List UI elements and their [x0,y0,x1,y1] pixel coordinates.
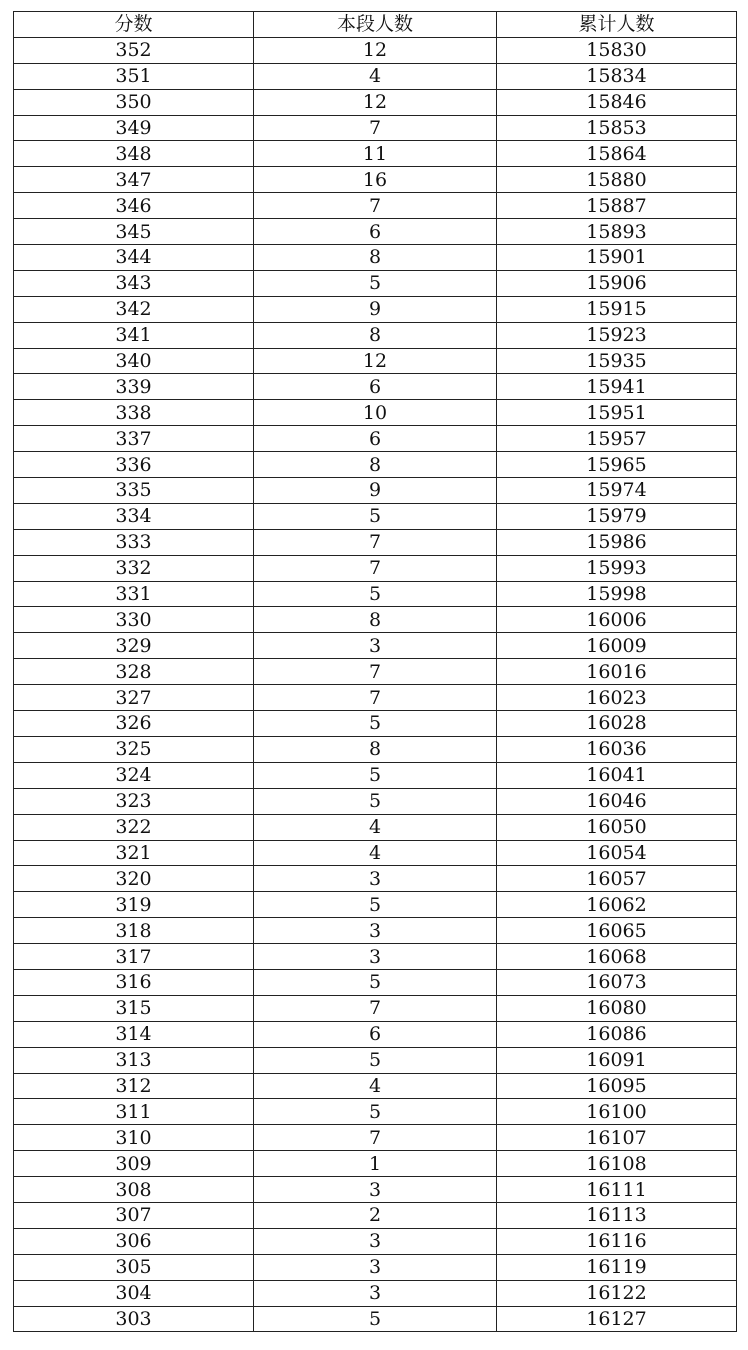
cell-cumulative-count: 16113 [497,1202,737,1228]
cell-score: 311 [14,1099,254,1125]
cell-segment-count: 3 [254,1254,497,1280]
table-row [14,1021,737,1047]
table-row [14,529,737,555]
table-row [14,1280,737,1306]
cell-score: 318 [14,918,254,944]
cell-score: 327 [14,685,254,711]
cell-segment-count: 4 [254,1073,497,1099]
cell-score: 350 [14,89,254,115]
table-row [14,659,737,685]
table-row [14,918,737,944]
cell-score: 310 [14,1125,254,1151]
cell-cumulative-count: 15915 [497,296,737,322]
table-row [14,762,737,788]
cell-score: 315 [14,995,254,1021]
cell-score: 304 [14,1280,254,1306]
cell-segment-count: 5 [254,1099,497,1125]
cell-cumulative-count: 16050 [497,814,737,840]
table-row [14,788,737,814]
cell-score: 345 [14,219,254,245]
table-header-row [14,12,737,38]
cell-cumulative-count: 16086 [497,1021,737,1047]
table-row [14,607,737,633]
table-row [14,115,737,141]
table-row [14,141,737,167]
cell-segment-count: 9 [254,296,497,322]
cell-cumulative-count: 15974 [497,478,737,504]
cell-score: 336 [14,452,254,478]
cell-segment-count: 6 [254,219,497,245]
cell-segment-count: 3 [254,944,497,970]
cell-segment-count: 5 [254,503,497,529]
cell-score: 326 [14,711,254,737]
cell-score: 340 [14,348,254,374]
cell-score: 317 [14,944,254,970]
cell-cumulative-count: 16127 [497,1306,737,1332]
cell-score: 338 [14,400,254,426]
cell-cumulative-count: 15941 [497,374,737,400]
table-row [14,685,737,711]
table-row [14,1177,737,1203]
cell-score: 342 [14,296,254,322]
cell-segment-count: 7 [254,115,497,141]
cell-segment-count: 16 [254,167,497,193]
cell-score: 313 [14,1047,254,1073]
table-row [14,503,737,529]
cell-segment-count: 3 [254,1228,497,1254]
cell-segment-count: 8 [254,245,497,271]
table-row [14,1306,737,1332]
cell-cumulative-count: 16116 [497,1228,737,1254]
table-row [14,814,737,840]
cell-segment-count: 8 [254,452,497,478]
cell-segment-count: 5 [254,711,497,737]
table-row [14,711,737,737]
cell-segment-count: 7 [254,193,497,219]
header-segment-count: 本段人数 [254,12,497,38]
cell-cumulative-count: 15880 [497,167,737,193]
table-row [14,1228,737,1254]
cell-cumulative-count: 16062 [497,892,737,918]
table-row [14,1254,737,1280]
cell-score: 330 [14,607,254,633]
cell-score: 329 [14,633,254,659]
cell-segment-count: 7 [254,685,497,711]
cell-score: 341 [14,322,254,348]
cell-cumulative-count: 15846 [497,89,737,115]
cell-segment-count: 5 [254,788,497,814]
cell-segment-count: 8 [254,322,497,348]
cell-cumulative-count: 16041 [497,762,737,788]
cell-score: 349 [14,115,254,141]
cell-score: 306 [14,1228,254,1254]
table-row [14,245,737,271]
cell-score: 335 [14,478,254,504]
cell-score: 321 [14,840,254,866]
cell-score: 347 [14,167,254,193]
cell-cumulative-count: 15901 [497,245,737,271]
cell-segment-count: 4 [254,63,497,89]
cell-segment-count: 5 [254,270,497,296]
table-row [14,296,737,322]
cell-score: 307 [14,1202,254,1228]
cell-segment-count: 5 [254,581,497,607]
cell-cumulative-count: 16023 [497,685,737,711]
table-row [14,892,737,918]
cell-cumulative-count: 15887 [497,193,737,219]
table-row [14,1125,737,1151]
score-distribution-table [13,11,737,1332]
cell-score: 337 [14,426,254,452]
table-row [14,1047,737,1073]
cell-cumulative-count: 16068 [497,944,737,970]
cell-score: 320 [14,866,254,892]
cell-cumulative-count: 15853 [497,115,737,141]
cell-segment-count: 7 [254,659,497,685]
cell-cumulative-count: 15830 [497,37,737,63]
cell-cumulative-count: 16065 [497,918,737,944]
cell-segment-count: 7 [254,529,497,555]
table-row [14,1202,737,1228]
cell-cumulative-count: 16046 [497,788,737,814]
cell-cumulative-count: 15906 [497,270,737,296]
cell-cumulative-count: 16009 [497,633,737,659]
cell-cumulative-count: 15951 [497,400,737,426]
table-row [14,478,737,504]
table-row [14,1073,737,1099]
cell-cumulative-count: 16122 [497,1280,737,1306]
header-cumulative-count: 累计人数 [497,12,737,38]
table-row [14,633,737,659]
cell-cumulative-count: 15923 [497,322,737,348]
table-row [14,270,737,296]
cell-score: 316 [14,969,254,995]
cell-cumulative-count: 15998 [497,581,737,607]
cell-score: 325 [14,736,254,762]
table-row [14,969,737,995]
cell-score: 352 [14,37,254,63]
table-row [14,348,737,374]
cell-segment-count: 3 [254,918,497,944]
cell-segment-count: 9 [254,478,497,504]
table-row [14,37,737,63]
cell-cumulative-count: 15993 [497,555,737,581]
cell-score: 303 [14,1306,254,1332]
cell-cumulative-count: 15864 [497,141,737,167]
cell-cumulative-count: 16054 [497,840,737,866]
cell-cumulative-count: 16036 [497,736,737,762]
cell-segment-count: 6 [254,374,497,400]
score-distribution-sheet [13,11,736,1332]
cell-cumulative-count: 15957 [497,426,737,452]
cell-score: 323 [14,788,254,814]
cell-cumulative-count: 16073 [497,969,737,995]
table-row [14,944,737,970]
cell-cumulative-count: 16095 [497,1073,737,1099]
cell-score: 344 [14,245,254,271]
cell-score: 339 [14,374,254,400]
cell-segment-count: 11 [254,141,497,167]
table-row [14,555,737,581]
cell-segment-count: 6 [254,426,497,452]
table-row [14,400,737,426]
cell-segment-count: 8 [254,607,497,633]
cell-cumulative-count: 16100 [497,1099,737,1125]
cell-score: 322 [14,814,254,840]
cell-segment-count: 5 [254,969,497,995]
table-row [14,167,737,193]
cell-cumulative-count: 16119 [497,1254,737,1280]
cell-segment-count: 2 [254,1202,497,1228]
table-row [14,193,737,219]
table-row [14,452,737,478]
cell-segment-count: 5 [254,1306,497,1332]
cell-segment-count: 3 [254,1177,497,1203]
cell-cumulative-count: 16080 [497,995,737,1021]
cell-segment-count: 4 [254,814,497,840]
cell-cumulative-count: 15834 [497,63,737,89]
table-row [14,426,737,452]
header-score: 分数 [14,12,254,38]
cell-segment-count: 4 [254,840,497,866]
cell-segment-count: 3 [254,866,497,892]
table-row [14,322,737,348]
cell-score: 305 [14,1254,254,1280]
cell-score: 324 [14,762,254,788]
cell-segment-count: 7 [254,555,497,581]
cell-cumulative-count: 16057 [497,866,737,892]
cell-cumulative-count: 15979 [497,503,737,529]
cell-score: 328 [14,659,254,685]
cell-score: 308 [14,1177,254,1203]
cell-score: 343 [14,270,254,296]
cell-score: 332 [14,555,254,581]
table-row [14,219,737,245]
table-row [14,995,737,1021]
table-row [14,840,737,866]
table-row [14,374,737,400]
table-row [14,89,737,115]
cell-segment-count: 8 [254,736,497,762]
table-row [14,866,737,892]
cell-score: 348 [14,141,254,167]
table-row [14,63,737,89]
cell-segment-count: 10 [254,400,497,426]
cell-cumulative-count: 16016 [497,659,737,685]
cell-score: 334 [14,503,254,529]
cell-score: 309 [14,1151,254,1177]
cell-segment-count: 12 [254,348,497,374]
cell-score: 319 [14,892,254,918]
cell-cumulative-count: 15893 [497,219,737,245]
cell-segment-count: 6 [254,1021,497,1047]
table-row [14,736,737,762]
cell-segment-count: 3 [254,1280,497,1306]
cell-segment-count: 5 [254,762,497,788]
cell-cumulative-count: 15965 [497,452,737,478]
cell-cumulative-count: 15935 [497,348,737,374]
cell-segment-count: 7 [254,1125,497,1151]
cell-segment-count: 1 [254,1151,497,1177]
cell-segment-count: 5 [254,892,497,918]
table-row [14,1099,737,1125]
cell-cumulative-count: 15986 [497,529,737,555]
table-row [14,581,737,607]
cell-cumulative-count: 16108 [497,1151,737,1177]
cell-score: 346 [14,193,254,219]
cell-score: 333 [14,529,254,555]
cell-cumulative-count: 16091 [497,1047,737,1073]
table-body [14,37,737,1332]
cell-score: 314 [14,1021,254,1047]
cell-cumulative-count: 16107 [497,1125,737,1151]
cell-score: 351 [14,63,254,89]
cell-segment-count: 12 [254,37,497,63]
table-row [14,1151,737,1177]
cell-cumulative-count: 16028 [497,711,737,737]
cell-score: 312 [14,1073,254,1099]
cell-score: 331 [14,581,254,607]
cell-segment-count: 3 [254,633,497,659]
cell-cumulative-count: 16111 [497,1177,737,1203]
cell-cumulative-count: 16006 [497,607,737,633]
cell-segment-count: 7 [254,995,497,1021]
cell-segment-count: 5 [254,1047,497,1073]
cell-segment-count: 12 [254,89,497,115]
